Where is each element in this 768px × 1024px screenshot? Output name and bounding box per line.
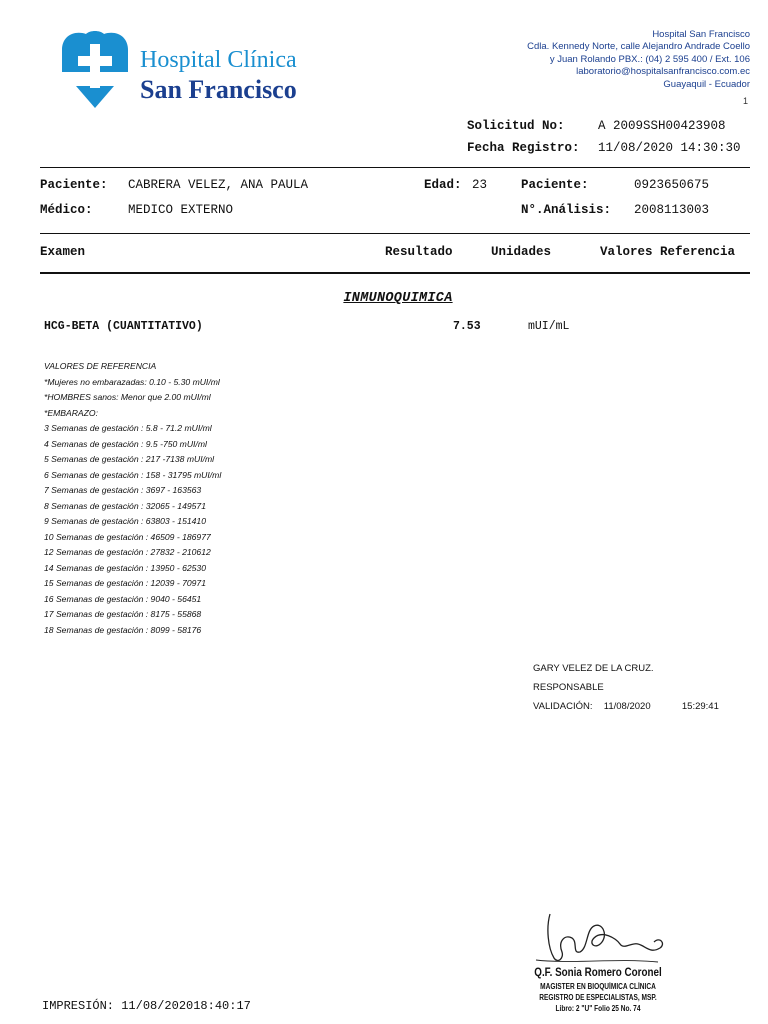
medico-value: MEDICO EXTERNO (128, 203, 234, 217)
validation-label: VALIDACIÓN: (533, 701, 593, 712)
validator-role: RESPONSABLE (533, 682, 604, 693)
signer-title: MAGISTER EN BIOQUÍMICA CLÍNICA (540, 982, 656, 991)
reference-line: 7 Semanas de gestación : 3697 - 163563 (44, 485, 202, 495)
hospital-email: laboratorio@hospitalsanfrancisco.com.ec (576, 66, 750, 78)
paciente-label: Paciente: (40, 178, 108, 192)
validation-date: 11/08/2020 (603, 701, 651, 712)
hospital-address-line2: y Juan Rolando PBX.: (04) 2 595 400 / Ext. 106 (549, 53, 750, 65)
test-unit: mUI/mL (528, 320, 570, 333)
hospital-address-line1: Cdla. Kennedy Norte, calle Alejandro Andrade Coello (527, 41, 750, 53)
hospital-logo (56, 28, 316, 110)
print-timestamp (42, 999, 251, 1013)
reference-line: 6 Semanas de gestación : 158 - 31795 mUI/ml (44, 469, 222, 480)
reference-line: 12 Semanas de gestación : 27832 - 210612 (44, 547, 211, 557)
fecha-registro-label: Fecha Registro: (467, 141, 580, 155)
logo-text-line2: San Francisco (140, 75, 297, 104)
edad-value: 23 (472, 178, 488, 192)
paciente-id-label: Paciente: (521, 178, 589, 192)
reference-line: *Mujeres no embarazadas: 0.10 - 5.30 mUI/ml (44, 376, 220, 387)
impresion-value: 11/08/202018:40:17 (121, 999, 251, 1013)
signature-stamp (518, 908, 668, 1018)
paciente-name: CABRERA VELEZ, ANA PAULA (128, 178, 309, 192)
reference-line: *HOMBRES sanos: Menor que 2.00 mUI/ml (44, 392, 211, 402)
reference-line: 9 Semanas de gestación : 63803 - 151410 (44, 516, 206, 526)
section-title: INMUNOQUIMICA (343, 291, 453, 306)
analisis-label: N°.Análisis: (521, 203, 612, 217)
edad-label: Edad: (424, 178, 462, 192)
reference-line: 3 Semanas de gestación : 5.8 - 71.2 mUI/ml (44, 423, 212, 433)
validation-line (533, 697, 719, 716)
reference-line: 14 Semanas de gestación : 13950 - 62530 (44, 562, 206, 573)
reference-line: 15 Semanas de gestación : 12039 - 70971 (44, 578, 206, 588)
test-result: 7.53 (453, 320, 481, 333)
reference-line: 4 Semanas de gestación : 9.5 -750 mUI/ml (44, 438, 207, 449)
validator-name: GARY VELEZ DE LA CRUZ. (533, 663, 654, 674)
validation-time: 15:29:41 (681, 701, 719, 712)
reference-line: 17 Semanas de gestación : 8175 - 55868 (44, 609, 202, 619)
handwritten-signature (528, 908, 668, 970)
reference-line: *EMBARAZO: (44, 407, 98, 418)
col-unidades: Unidades (491, 245, 552, 259)
reference-line: 5 Semanas de gestación : 217 -7138 mUI/ml (44, 454, 215, 464)
fecha-registro-value: 11/08/2020 14:30:30 (598, 141, 741, 155)
test-name: HCG-BETA (CUANTITATIVO) (44, 320, 203, 333)
impresion-label: IMPRESIÓN: (42, 999, 115, 1013)
hospital-name: Hospital San Francisco (652, 29, 750, 40)
page-mark: 1 (742, 96, 748, 106)
col-valores-referencia: Valores Referencia (600, 245, 736, 259)
reference-line: 18 Semanas de gestación : 8099 - 58176 (44, 624, 202, 635)
col-resultado: Resultado (385, 245, 453, 259)
solicitud-value: A 2009SSH00423908 (598, 119, 726, 133)
divider (40, 233, 750, 234)
analisis-value: 2008113003 (634, 203, 710, 217)
hospital-cross-icon (56, 28, 134, 108)
hospital-city: Guayaquil - Ecuador (663, 78, 750, 90)
validator-block (533, 659, 719, 716)
paciente-id-value: 0923650675 (634, 178, 710, 192)
reference-line: 16 Semanas de gestación : 9040 - 56451 (44, 593, 202, 604)
divider (40, 167, 750, 168)
medico-label: Médico: (40, 203, 93, 217)
reference-line: 8 Semanas de gestación : 32065 - 149571 (44, 500, 206, 511)
logo-text-line1: Hospital Clínica (140, 47, 297, 73)
signer-name: Q.F. Sonia Romero Coronel (534, 965, 662, 979)
signer-book: Libro: 2 "U" Folio 25 No. 74 (555, 1004, 641, 1013)
reference-values (44, 359, 221, 638)
col-examen: Examen (40, 245, 86, 259)
divider (40, 272, 750, 274)
solicitud-label: Solicitud No: (467, 119, 565, 133)
reference-line: 10 Semanas de gestación : 46509 - 186977 (44, 531, 211, 542)
signer-registry: REGISTRO DE ESPECIALISTAS, MSP. (539, 993, 657, 1002)
reference-line: VALORES DE REFERENCIA (44, 361, 157, 371)
hospital-contact-info (527, 29, 750, 91)
